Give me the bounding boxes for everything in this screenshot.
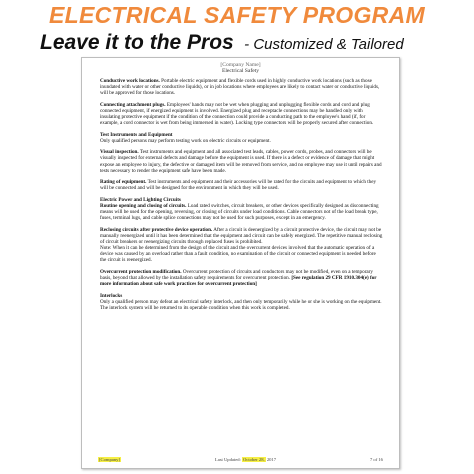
section-text: Only qualified persons may perform testing work on electric circuits or equipment.	[100, 137, 271, 144]
document-page	[81, 57, 400, 469]
subtitle-row	[40, 31, 404, 55]
section-heading: Rating of equipment.	[100, 179, 147, 186]
footer-updated-date: October 28,	[242, 457, 265, 462]
section-interlocks	[100, 293, 383, 311]
program-name: Electrical Safety	[221, 68, 260, 75]
section-text: After a circuit is deenergized by a circuit protective device, the circuit may not be manually reenergized until it has been determined that the equipment and circuit can be safely energized. The repetitive manual reclosing of circuit breakers or reenergizing circuits through replaced fuses is prohibited.	[100, 226, 383, 245]
section-plugs	[100, 102, 383, 126]
section-text: Load rated switches, circuit breakers, or other devices specifically designed as disconnecting means will be used for the opening, reversing, or closing of circuits under load conditions. Cable connectors not of the load break type, fuses, terminal lugs, and cable splice connections may not be used for such purposes, except in an emergency.	[100, 203, 379, 222]
section-visual	[100, 149, 383, 173]
subtitle-main: Leave it to the Pros	[40, 31, 234, 54]
regulation-reference: [See regulation 29 CFR 1910.304(e) for more information about safe work practices for overcurrent protection]	[100, 274, 377, 288]
document-body	[100, 78, 383, 316]
section-heading: Electric Power and Lighting Circuits	[100, 196, 181, 203]
section-heading: Interlocks	[100, 292, 123, 299]
section-text: Overcurrent protection of circuits and conductors may not be modified, even on a temporary basis, beyond that allowed by the installation safety requirements for overcurrent protection.	[100, 268, 373, 281]
footer-page-number: 7 of 16	[369, 457, 383, 462]
section-test-equipment	[100, 132, 383, 144]
footer-updated-year: 2017	[266, 457, 276, 462]
section-text: Portable electric equipment and flexible cords used in highly conductive work locations (such as those inundated with water or other conductive liquids), or in job locations where employees are likely to contact water or conductive liquids, will be approved for those locations.	[100, 78, 380, 97]
section-text: Test instruments and equipment and all associated test leads, cables, power cords, probes, and connectors will be visually inspected for external defects and damage before the equipment is used. If there is a defect or evidence of damage that might expose an employee to injury, the defective or damaged item will be removed from service, and no employee may use it until repairs and tests necessary to render the equipment safe have been made.	[100, 149, 382, 174]
footer-updated	[215, 457, 276, 462]
section-heading: Visual inspection.	[100, 149, 139, 156]
section-heading: Test Instruments and Equipment	[100, 131, 173, 138]
section-text: Only a qualified person may defeat an electrical safety interlock, and then only temporarily while he or she is working on the equipment. The interlock system will be returned to its operable condition when this work is completed.	[100, 298, 382, 311]
banner-title: ELECTRICAL SAFETY PROGRAM	[49, 2, 425, 28]
section-heading: Conductive work locations.	[100, 78, 160, 84]
section-reclosing	[100, 227, 383, 264]
company-name-placeholder: [Company Name]	[220, 62, 261, 68]
section-power-lighting	[100, 197, 383, 221]
footer-company: [Company]	[99, 457, 120, 462]
section-heading: Reclosing circuits after protective device operation.	[100, 226, 213, 233]
footer-updated-label: Last Updated:	[214, 457, 241, 462]
section-heading: Connecting attachment plugs.	[100, 101, 166, 108]
section-rating	[100, 179, 383, 191]
section-text: Employees' hands may not be wet when plugging and unplugging flexible cords and cord and plug connected equipment, if energized equipment is involved. Energized plug and receptacle connections may be handled only with insulating protective equipment if the condition of the connection could provide a conducting path to the employee's hand (if, for example, a cord connector is wet from being immersed in water). Locking type connectors will be properly secured after connection.	[100, 101, 374, 127]
section-overcurrent	[100, 269, 383, 287]
section-note: Note: When it can be determined from the design of the circuit and the overcurrent devices involved that the automatic operation of a device was caused by an overload rather than a fault condition, no examination of the circuit or connected equipment is needed before the circuit is reenergized.	[100, 245, 376, 264]
section-heading: Overcurrent protection modification.	[100, 268, 182, 275]
section-conductive	[100, 78, 383, 96]
subtitle-side: - Customized & Tailored	[244, 36, 404, 53]
document-footer	[98, 457, 383, 462]
section-subheading: Routine opening and closing of circuits.	[100, 203, 187, 209]
document-header	[82, 62, 399, 75]
section-text: Test instruments and equipment and their accessories will be rated for the circuits and equipment to which they will be connected and will be designed for the environment in which they will be used.	[100, 179, 377, 192]
